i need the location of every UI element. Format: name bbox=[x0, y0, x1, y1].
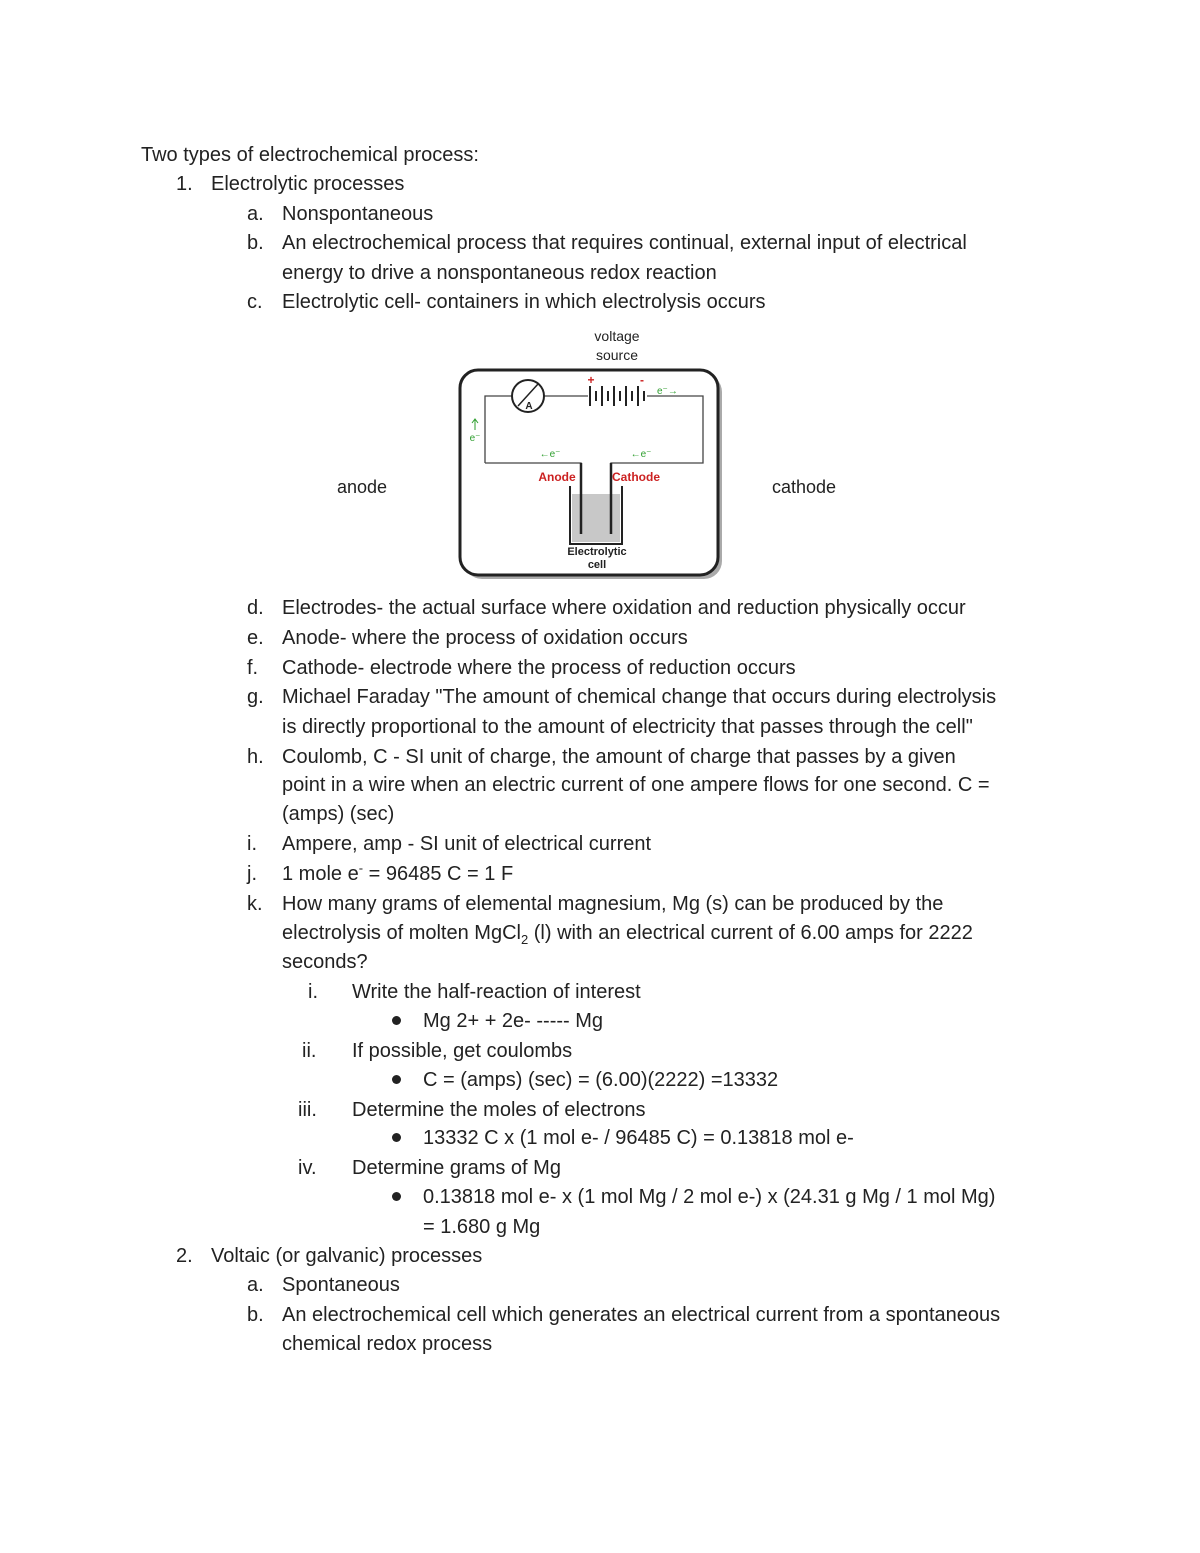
list-item: Cathode- electrode where the process of reduction occurs bbox=[282, 657, 796, 679]
ammeter-letter: A bbox=[525, 401, 533, 412]
bullet-icon bbox=[392, 1016, 401, 1025]
electrolytic-cell-diagram bbox=[455, 326, 730, 584]
list-item: Ampere, amp - SI unit of electrical current bbox=[282, 833, 652, 855]
list-item: An electrochemical cell which generates an electrical current from a spontaneous bbox=[282, 1304, 1001, 1326]
list-marker: iv. bbox=[298, 1157, 317, 1179]
list-marker: a. bbox=[247, 1274, 264, 1296]
electron-flow-top: e⁻→ bbox=[657, 386, 678, 397]
list-item: How many grams of elemental magnesium, Mg (s) can be produced by the bbox=[282, 893, 944, 915]
voltage-label: voltage bbox=[594, 328, 640, 344]
list-item: Spontaneous bbox=[282, 1274, 400, 1296]
list-marker: e. bbox=[247, 627, 264, 649]
list-marker: h. bbox=[247, 746, 264, 768]
list-marker: 2. bbox=[176, 1245, 193, 1267]
list-item: Anode- where the process of oxidation occurs bbox=[282, 627, 688, 649]
step-text: Determine grams of Mg bbox=[352, 1157, 561, 1179]
list-marker: c. bbox=[247, 291, 263, 313]
step-text: Write the half-reaction of interest bbox=[352, 981, 641, 1003]
list-marker: a. bbox=[247, 203, 264, 225]
section-title: Electrolytic processes bbox=[211, 173, 405, 195]
list-item-continuation: energy to drive a nonspontaneous redox reaction bbox=[282, 262, 717, 284]
list-item: Electrodes- the actual surface where oxidation and reduction physically occur bbox=[282, 597, 966, 619]
list-item: Michael Faraday "The amount of chemical change that occurs during electrolysis bbox=[282, 686, 997, 708]
electron-flow-mid-right: ←e⁻ bbox=[630, 449, 652, 460]
list-item-continuation: point in a wire when an electric current of one ampere flows for one second. C = bbox=[282, 774, 990, 796]
battery-minus: - bbox=[640, 373, 644, 387]
bullet-line: Mg 2+ + 2e- ----- Mg bbox=[423, 1010, 604, 1032]
list-item-continuation: is directly proportional to the amount of electricity that passes through the cell" bbox=[282, 716, 973, 738]
bullet-icon bbox=[392, 1133, 401, 1142]
bullet-line: C = (amps) (sec) = (6.00)(2222) =13332 bbox=[423, 1069, 779, 1091]
list-item-continuation: (amps) (sec) bbox=[282, 803, 395, 825]
list-marker: 1. bbox=[176, 173, 193, 195]
chloride-subscript: 2 bbox=[520, 932, 529, 947]
bullet-line-continuation: = 1.680 g Mg bbox=[423, 1216, 541, 1238]
list-item: An electrochemical process that requires continual, external input of electrical bbox=[282, 232, 967, 254]
list-marker: d. bbox=[247, 597, 264, 619]
mole-text: 1 mole e bbox=[282, 863, 359, 885]
list-item: Coulomb, C - SI unit of charge, the amount of charge that passes by a given bbox=[282, 746, 956, 768]
cathode-electrode-label: Cathode bbox=[612, 470, 660, 484]
list-item: Electrolytic cell- containers in which electrolysis occurs bbox=[282, 291, 766, 313]
list-item: Nonspontaneous bbox=[282, 203, 434, 225]
bullet-line: 13332 C x (1 mol e- / 96485 C) = 0.13818 mol e- bbox=[423, 1127, 854, 1149]
list-marker: g. bbox=[247, 686, 264, 708]
source-label: source bbox=[595, 347, 639, 363]
list-marker: ii. bbox=[302, 1040, 317, 1062]
list-item-continuation bbox=[282, 921, 973, 945]
list-item-continuation: seconds? bbox=[282, 951, 368, 973]
bullet-icon bbox=[392, 1192, 401, 1201]
list-marker: b. bbox=[247, 232, 264, 254]
anode-electrode-label: Anode bbox=[538, 470, 576, 484]
list-marker: i. bbox=[247, 833, 257, 855]
list-marker: f. bbox=[247, 657, 259, 679]
question-text-cont: (l) with an electrical current of 6.00 amps for 2222 bbox=[528, 922, 973, 944]
battery-plus: + bbox=[587, 373, 595, 387]
figure-cathode-label: cathode bbox=[772, 477, 837, 497]
cell-label-line1: Electrolytic bbox=[567, 546, 627, 558]
faraday-text: = 96485 C = 1 F bbox=[363, 863, 514, 885]
electrolyte-liquid bbox=[572, 494, 620, 542]
step-text: Determine the moles of electrons bbox=[352, 1099, 646, 1121]
section-title: Voltaic (or galvanic) processes bbox=[211, 1245, 483, 1267]
step-text: If possible, get coulombs bbox=[352, 1040, 573, 1062]
bullet-icon bbox=[392, 1075, 401, 1084]
list-item bbox=[282, 862, 513, 886]
electron-superscript: - bbox=[358, 860, 364, 876]
electron-flow-left: e⁻ bbox=[469, 433, 481, 444]
list-marker: iii. bbox=[298, 1099, 317, 1121]
question-text: electrolysis of molten MgCl bbox=[282, 922, 521, 944]
page-heading: Two types of electrochemical process: bbox=[141, 144, 479, 166]
list-marker: i. bbox=[308, 981, 318, 1003]
list-item-continuation: chemical redox process bbox=[282, 1333, 493, 1355]
list-marker: b. bbox=[247, 1304, 264, 1326]
figure-anode-label: anode bbox=[337, 477, 388, 497]
electron-flow-mid-left: ←e⁻ bbox=[539, 449, 561, 460]
list-marker: j. bbox=[247, 863, 257, 885]
bullet-line: 0.13818 mol e- x (1 mol Mg / 2 mol e-) x (24.31 g Mg / 1 mol Mg) bbox=[423, 1186, 996, 1208]
cell-label-line2: cell bbox=[587, 559, 607, 571]
list-marker: k. bbox=[247, 893, 263, 915]
